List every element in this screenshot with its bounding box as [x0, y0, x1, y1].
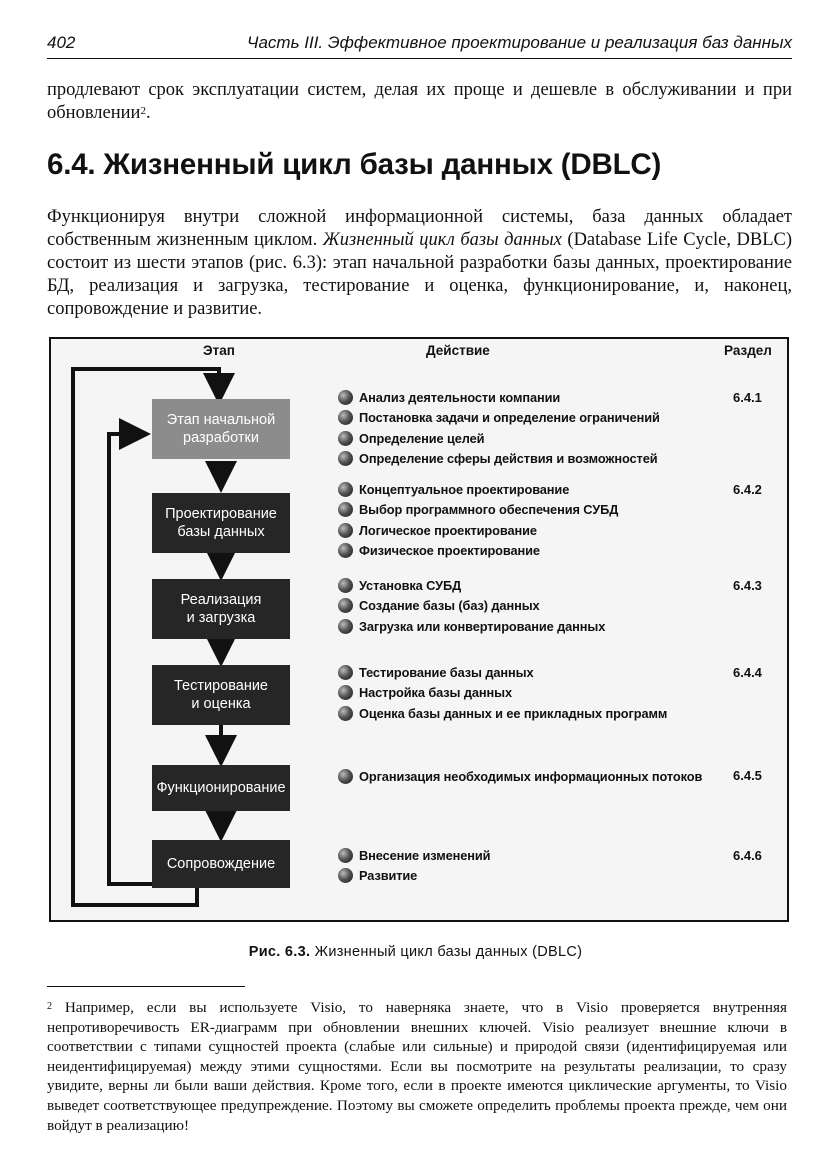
action-label: Оценка базы данных и ее прикладных программ	[359, 705, 668, 721]
action-item	[338, 703, 667, 724]
action-label: Выбор программного обеспечения СУБД	[359, 502, 619, 518]
stage-label: Этап начальной разработки	[166, 412, 276, 446]
bullet-icon	[338, 848, 353, 863]
bullet-icon	[338, 451, 353, 466]
action-item	[338, 541, 618, 562]
action-label: Определение целей	[359, 430, 485, 446]
action-label: Организация необходимых информационных потоков	[359, 768, 703, 784]
dblc-figure	[49, 337, 789, 922]
stage-implementation	[152, 579, 290, 639]
action-item	[338, 683, 667, 704]
action-label: Создание базы (баз) данных	[359, 598, 540, 614]
action-item	[338, 387, 660, 408]
bullet-icon	[338, 543, 353, 558]
action-label: Физическое проектирование	[359, 543, 540, 559]
stage-label: Проектирование базы данных	[165, 506, 277, 540]
footnote-marker: 2	[47, 1001, 52, 1012]
action-item	[338, 500, 618, 521]
intro-text: продлевают срок эксплуатации систем, делая их проще и дешевле в обслуживании и при обновлении	[47, 80, 792, 123]
action-label: Анализ деятельности компании	[359, 389, 561, 405]
bullet-icon	[338, 665, 353, 680]
bullet-icon	[338, 523, 353, 538]
section-number[interactable]: 6.4.4	[733, 665, 762, 680]
bullet-icon	[338, 410, 353, 425]
actions-group-2	[338, 479, 618, 561]
page-number: 402	[47, 33, 76, 52]
running-title: Часть III. Эффективное проектирование и реализация баз данных	[247, 33, 792, 52]
bullet-icon	[338, 482, 353, 497]
actions-group-1	[338, 387, 660, 469]
stage-label: Реализация и загрузка	[180, 592, 262, 626]
action-label: Постановка задачи и определение ограничений	[359, 410, 660, 426]
footnote-divider	[47, 986, 245, 987]
bullet-icon	[338, 390, 353, 405]
action-item	[338, 616, 605, 637]
action-label: Установка СУБД	[359, 577, 462, 593]
action-item	[338, 575, 605, 596]
running-head	[47, 30, 792, 59]
action-label: Развитие	[359, 868, 418, 884]
action-item	[338, 449, 660, 470]
action-label: Загрузка или конвертирование данных	[359, 618, 606, 634]
bullet-icon	[338, 502, 353, 517]
section-number[interactable]: 6.4.3	[733, 578, 762, 593]
actions-group-5	[338, 766, 702, 787]
para-end: (Database Life Cycle, DBLC) состоит из шести этапов (рис. 6.3): этап начальной разработки базы данных, проектирование БД, реализация и загрузка, тестирование и оценка, функционирование, и, наконец, сопровождение и развитие.	[47, 230, 792, 319]
stage-maintenance	[152, 840, 290, 888]
figure-caption	[0, 944, 831, 960]
section-heading: 6.4. Жизненный цикл базы данных (DBLC)	[47, 148, 662, 181]
action-item	[338, 428, 660, 449]
stage-label: Тестирование и оценка	[173, 678, 268, 712]
action-label: Настройка базы данных	[359, 685, 512, 701]
bullet-icon	[338, 619, 353, 634]
para-start: Функционируя внутри сложной информационной системы, база данных обладает собственным жизненным циклом.	[47, 207, 792, 250]
stage-testing	[152, 665, 290, 725]
bullet-icon	[338, 578, 353, 593]
action-item	[338, 662, 667, 683]
bullet-icon	[338, 598, 353, 613]
bullet-icon	[338, 685, 353, 700]
caption-label: Рис. 6.3.	[248, 944, 311, 960]
section-number[interactable]: 6.4.6	[733, 848, 762, 863]
footnote-reference[interactable]: 2	[140, 105, 146, 117]
section-paragraph	[47, 206, 792, 321]
bullet-icon	[338, 868, 353, 883]
footnote	[47, 998, 787, 1135]
stage-database-design	[152, 493, 290, 553]
actions-group-4	[338, 662, 667, 724]
column-header-stage: Этап	[203, 343, 235, 358]
action-item	[338, 845, 490, 866]
action-item	[338, 766, 702, 787]
stage-label: Функционирование	[156, 780, 286, 796]
action-label: Тестирование базы данных	[359, 664, 534, 680]
bullet-icon	[338, 431, 353, 446]
action-label: Логическое проектирование	[359, 522, 537, 538]
intro-paragraph	[47, 79, 792, 125]
action-item	[338, 479, 618, 500]
stage-initial-study	[152, 399, 290, 459]
action-label: Концептуальное проектирование	[359, 481, 570, 497]
column-header-section: Раздел	[724, 343, 772, 358]
stage-operation	[152, 765, 290, 811]
action-item	[338, 408, 660, 429]
stage-label: Сопровождение	[166, 856, 276, 872]
actions-group-3	[338, 575, 605, 637]
action-item	[338, 520, 618, 541]
footnote-text: Например, если вы используете Visio, то наверняка знаете, что в Visio проверяется внутренняя непротиворечивость ER-диаграмм при обновлении внешних ключей. Visio реализует внешние ключи в соответствии с типами сущностей проекта (слабые или сильные) и природой связи (идентифицируемая или неидентифицируемая) между этими сущностями. Если вы посмотрите на результаты реализации, то сразу увидите, верны ли были ваши действия. Кроме того, если в проекте имеются циклические аргументы, то Visio выведет соответствующее предупреждение. Поэтому вы сможете определить проблемы проекта прежде, чем они войдут в реализацию!	[47, 999, 787, 1134]
intro-end: .	[145, 103, 151, 123]
section-number[interactable]: 6.4.1	[733, 390, 762, 405]
bullet-icon	[338, 769, 353, 784]
action-item	[338, 866, 490, 887]
bullet-icon	[338, 706, 353, 721]
action-item	[338, 596, 605, 617]
column-header-action: Действие	[426, 343, 490, 358]
action-label: Внесение изменений	[359, 847, 491, 863]
actions-group-6	[338, 845, 490, 886]
section-number[interactable]: 6.4.5	[733, 768, 762, 783]
defined-term: Жизненный цикл базы данных	[322, 230, 562, 250]
action-label: Определение сферы действия и возможностей	[359, 451, 658, 467]
section-number[interactable]: 6.4.2	[733, 482, 762, 497]
caption-text: Жизненный цикл базы данных (DBLC)	[310, 944, 583, 960]
